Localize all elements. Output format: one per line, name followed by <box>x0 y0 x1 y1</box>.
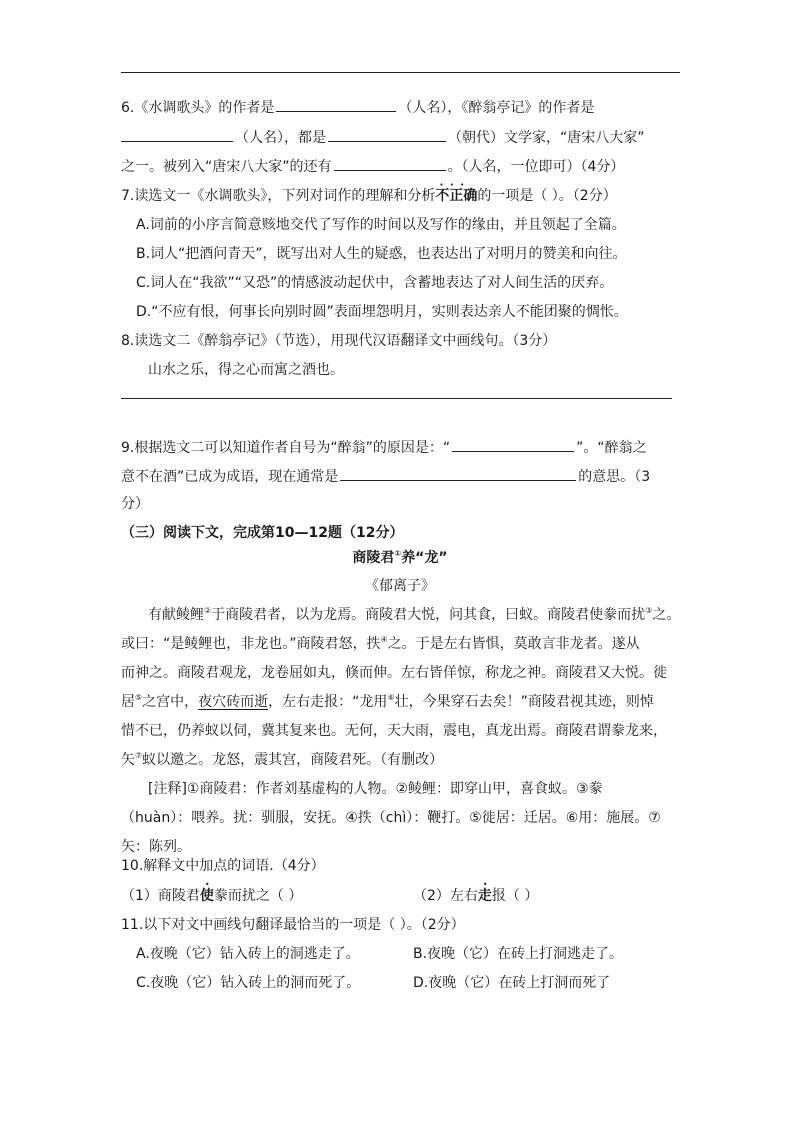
q9-blank-reason[interactable] <box>452 436 574 452</box>
passage-title <box>0 548 800 568</box>
q6-text: 。（人名，一位即可）（4分） <box>447 159 625 175</box>
q11-option-d: D.夜晚（它）在砖上打洞而死了 <box>413 975 611 991</box>
passage-text: 矢 <box>121 752 135 768</box>
q10-item-2 <box>413 886 538 906</box>
q9-line-3: 分） <box>121 496 149 512</box>
q6-blank-dynasty[interactable] <box>328 126 446 142</box>
q9-text: ”。“醉翁之 <box>576 440 647 456</box>
passage-title-text: 商陵君 <box>352 550 395 566</box>
underlined-sentence: 夜穴砖而逝 <box>198 694 269 710</box>
notes-line-1: [注释]①商陵君：作者刘基虚构的人物。②鲮鲤：即穿山甲，喜食蚁。③豢 <box>148 781 603 797</box>
footnote-mark: ① <box>394 549 402 558</box>
passage-text: 之。 <box>652 607 681 623</box>
passage-line-4 <box>121 692 654 712</box>
passage-text: 壮，今果穿石去矣！”商陵君视其迹，则悼 <box>394 694 654 710</box>
q11-option-c: C.夜晚（它）钻入砖上的洞而死了。 <box>136 975 361 991</box>
footnote-mark: ⑦ <box>135 751 143 760</box>
q9-text: 9.根据选文二可以知道作者自号为“醉翁”的原因是：“ <box>121 440 451 456</box>
footnote-mark: ⑤ <box>135 693 143 702</box>
q7-option-b: B.词人“把酒问青天”，既写出对人生的疑惑，也表达出了对明月的赞美和向往。 <box>136 246 627 262</box>
passage-text: 居 <box>121 694 135 710</box>
q10-stem: 10.解释文中加点的词语.（4分） <box>121 858 325 874</box>
q6-line-3 <box>121 155 624 177</box>
q9-line-2 <box>121 465 650 487</box>
passage-text: ，左右走报：“龙用 <box>268 694 388 710</box>
q9-blank-meaning[interactable] <box>340 465 576 481</box>
q10-item-text: （1）商陵君 <box>121 888 200 904</box>
passage-text: 或曰：“是鲮鲤也，非龙也。”商陵君怒，抶 <box>121 636 381 652</box>
notes-line-3: 矢：陈列。 <box>121 839 191 855</box>
q10-dotted-word: 走 <box>477 888 492 904</box>
q6-text: （人名），《醉翁亭记》的作者是 <box>398 100 595 116</box>
q6-text: 6.《水调歌头》的作者是 <box>121 100 275 116</box>
passage-source: 《郁离子》 <box>365 578 435 594</box>
q7-option-a: A.词前的小序言简意赅地交代了写作的时间以及写作的缘由，并且领起了全篇。 <box>136 217 626 233</box>
q11-stem: 11.以下对文中画线句翻译最恰当的一项是（ ）。（2分） <box>121 917 465 933</box>
passage-line-2 <box>121 634 640 654</box>
passage-line-1 <box>148 605 680 625</box>
passage-text: 蚁以邀之。龙怒，震其宫，商陵君死。（有删改） <box>142 752 444 768</box>
passage-line-3: 而神之。商陵君观龙，龙卷屈如丸，倏而伸。左右皆佯惊，称龙之神。商陵君又大悦。徙 <box>121 665 667 681</box>
q6-blank-author-2[interactable] <box>121 126 233 142</box>
q7-option-d: D.“不应有恨，何事长向别时圆”表面埋怨明月，实则表达亲人不能团聚的惆怅。 <box>136 304 628 320</box>
section-heading: （三）阅读下文，完成第10—12题（12分） <box>121 525 404 541</box>
q10-item-text: 报（ ） <box>491 888 539 904</box>
q6-blank-other-author[interactable] <box>334 155 446 171</box>
footnote-mark: ② <box>204 606 212 615</box>
q7-stem <box>121 186 617 206</box>
q9-text: 的意思。（3 <box>578 469 651 485</box>
q10-dotted-word: 使 <box>199 888 214 904</box>
q7-stem-text: 7.读选文一《水调歌头》，下列对词作的理解和分析 <box>121 188 436 204</box>
q10-item-text: 豢而扰之（ ） <box>213 888 303 904</box>
footnote-mark: ③ <box>645 606 653 615</box>
footnote-mark: ⑥ <box>387 693 395 702</box>
q8-sentence: 山水之乐，得之心而寓之酒也。 <box>148 362 344 378</box>
q7-option-c: C.词人在“我欲”“又恐”的情感波动起伏中，含蓄地表达了对人间生活的厌弃。 <box>136 275 614 291</box>
q7-emphasis: • • • 不正确 <box>435 186 477 206</box>
passage-line-6 <box>121 750 443 770</box>
top-rule <box>121 72 680 73</box>
passage-line-5: 惜不已，仍养蚁以伺，冀其复来也。无何，天大雨，震电，真龙出焉。商陵君谓豢龙来， <box>121 723 667 739</box>
q6-text: （人名），都是 <box>235 130 326 146</box>
q8-answer-line[interactable] <box>121 398 672 399</box>
q6-line-1 <box>121 96 594 118</box>
q6-line-2 <box>121 126 645 148</box>
q7-stem-text: 的一项是（ ）。（2分） <box>477 188 617 204</box>
passage-text: 之宫中， <box>142 694 199 710</box>
q11-option-a: A.夜晚（它）钻入砖上的洞逃走了。 <box>136 946 360 962</box>
footnote-mark: ④ <box>380 635 388 644</box>
passage-text: 之。于是左右皆惧，莫敢言非龙者。遂从 <box>387 636 640 652</box>
q6-text: （朝代）文学家，“唐宋八大家” <box>448 130 645 146</box>
passage-title-text: 养“龙” <box>401 550 448 566</box>
q10-item-text: （2）左右 <box>413 888 478 904</box>
q10-item-1 <box>121 886 302 906</box>
q6-blank-author-1[interactable] <box>276 96 396 112</box>
notes-line-2: （huàn）：喂养。扰：驯服，安抚。④抶（chì）：鞭打。⑤徙居：迁居。⑥用：施展。⑦ <box>121 810 661 826</box>
q8-stem: 8.读选文二《醉翁亭记》（节选），用现代汉语翻译文中画线句。（3分） <box>121 333 557 349</box>
passage-text: 有献鲮鲤 <box>148 607 204 623</box>
passage-text: 于商陵君者，以为龙焉。商陵君大悦，问其食，曰蚁。商陵君使豢而扰 <box>211 607 646 623</box>
q9-text: 意不在酒”已成为成语，现在通常是 <box>121 469 339 485</box>
q6-text: 之一。被列入“唐宋八大家”的还有 <box>121 159 332 175</box>
q9-line-1 <box>121 436 647 458</box>
q11-option-b: B.夜晚（它）在砖上打洞逃走了。 <box>413 946 624 962</box>
